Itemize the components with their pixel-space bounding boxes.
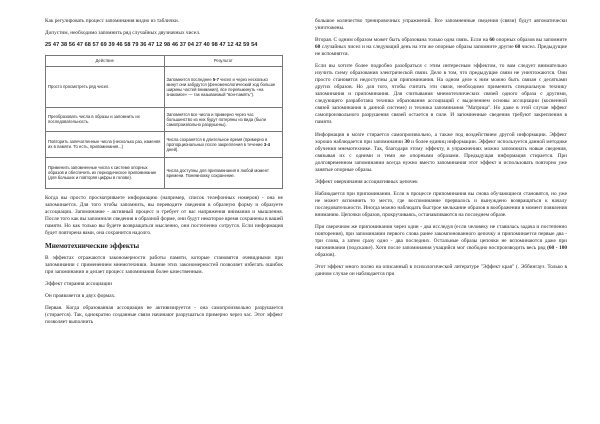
table-row bbox=[46, 131, 283, 157]
number-sequence: 25 47 38 56 47 68 57 69 39 46 58 79 36 47 12 98 46 37 04 27 40 98 47 12 42 59 54 bbox=[45, 42, 258, 49]
table-cell-result: Числа сохранятся в длительное время (примерно в пропорциональных после закрепления в течение 3-4 дней). bbox=[164, 131, 283, 157]
numbers-intro: Допустим, необходимо запомнить ряд случайных двузначных чисел. bbox=[45, 30, 201, 37]
header-action: Действие bbox=[46, 55, 165, 66]
table-header-row bbox=[46, 55, 283, 66]
table-cell-action: Преобразовать числа в образы и запомнить их последовательность. bbox=[46, 107, 165, 131]
header-result: Результат bbox=[164, 55, 283, 66]
body-paragraph: Если вы хотите более подробно разобраться с этим интересным эффектом, то вам следует внимательно изучить схему образования электрической связи. Дело в том, что предыдущие связи не уничтожаются. Они просто становятся недоступны для припоминания. На одном деле к ним можно быть связан с десятками других образов. Но для того, чтобы считать эти связи, необходимо применить специальную технику запоминания и припоминания. Для считывания мнемотехнических связей одного образа с другими, следующего разработана техника образования ассоциаций с выделением основы ассоциации (косвенной связей запоминания в данной системе) и техника запоминания "Матрица". Но даже в этой случае эффект самопроизвольного разрушения связей остается в силе. И запомненные сведения требуют закрепления в памяти. bbox=[315, 63, 567, 126]
table-cell-action: Просто просмотреть ряд чисел. bbox=[46, 66, 165, 107]
table-cell-result: Запомнятся все числа и примерно через час большинство из них будут потеряны из вида (были самопроизвольно разрушены). bbox=[164, 107, 283, 131]
body-paragraph: Этот эффект много полно на описанный в психологической литературе "Эффект края" (. Эббингауз. Только в данном случае он наблюдается при bbox=[315, 264, 567, 278]
right-column bbox=[315, 18, 567, 284]
body-paragraph: Первая. Когда образованная ассоциация не активизируется - она самопроизвольно разрушается (стирается). Так, однократно созданные связи начинают разрушаться примерно через час. Этот эффект позволяет выполнить bbox=[45, 305, 283, 326]
section-heading: Мнемотехнические эффекты bbox=[45, 241, 140, 250]
table-row bbox=[46, 157, 283, 188]
body-paragraph: Наблюдается при припоминании. Если в процессе припоминания вы снова обучающиеся становятся, но уже не может вспомнить то место, где воспоминание прервалось и вынуждено возвращаться к началу последовательности. Иногда можно наблюдать быстрое мелькание образов в воображении в момент появления вниманию. Цепочки образов, прокручиваясь, останавливаются на последнем образе. bbox=[315, 190, 567, 218]
body-paragraph: большое количество тренировочных упражнений. Все запомненные сведения (связи) будут автоматически уничтожены. bbox=[315, 18, 567, 31]
table-row bbox=[46, 66, 283, 107]
table-row bbox=[46, 107, 283, 131]
body-paragraph: Когда вы просто просматриваете информацию (например, список телефонных номеров) - она не запоминается. Для того чтобы запомнить, вы переводите сведения в образную форму и образуете ассоциации. Запоминание - активный процесс и требует от вас напряжения внимания и мышления. После того как вы запомнили сведения в образной форме, они будут некоторое время сохранены в вашей памяти. Но как только вы будете возвращаться мысленно, они постепенно сотрутся. Если информация будет повторена вами, она сохранится надолго. bbox=[45, 194, 283, 236]
intro-paragraph: Как регулировать процесс запоминания видно из таблички. bbox=[45, 18, 180, 24]
body-paragraph: В эффектах отражаются закономерности работы памяти, которые становятся очевидными при запоминании с применением мнемотехники. Знание этих закономерностей позволяет избегать ошибок при запоминании и делает процесс запоминания более качественным. bbox=[45, 254, 283, 275]
table-cell-result: Запомнится последнее 5-7 чисел и через несколько минут они забудутся (феноменологический ход больше ширины частей внимания), все перевыкинуть «на знакомое» — так называемый "вон-память"). bbox=[164, 66, 283, 107]
body-paragraph: Он проявляется в двух формах. bbox=[45, 293, 116, 300]
table-cell-action: Повторить запечатленные числа (несколько раз, изменяя их в памяти. То есть, припоминания...) bbox=[46, 131, 165, 157]
technique-table bbox=[45, 55, 283, 189]
table-cell-result: Числа доступны для припоминания в любой момент времени. Понемножку сохранение. bbox=[164, 157, 283, 188]
table-cell-action: Применить запомненные числа к системе опорных образов и обеспечить их периодическое припоминание (для больших и повторяя цифры в голове). bbox=[46, 157, 165, 188]
subsection-title: Эффект оверчинания ассоциативных цепочек bbox=[315, 178, 418, 185]
body-paragraph: При сверочном же припоминании через один - два исследуя (если человеку не ставилась задача и постепенно повторения), при запоминании первого слова ранее закомпонованного цепочку и припоминается первые два - три слова, а затем сразу одно - два последних. Остальные образы цепочки не вспоминаются даже при напоминании (подсказке). Хотя после запоминания учащийся мог свободно воспроизводить весь ряд (60 - 100 образов). bbox=[315, 224, 567, 259]
subsection-title: Эффект стирания ассоциации bbox=[45, 280, 112, 287]
body-paragraph: Информация в мозге стирается самопроизвольно, а также под воздействием другой информации. Эффект хорошо наблюдается при запоминании 30 и более единиц информации. Эффект используется данной методике обучения мнемотехнике. Так, благодаря этому эффекту, в упражнениях можно запоминать новые сведения, связывая их с одними и теми же опорными образами. Предыдущая информация стирается. При долговременном запоминании всегда нужно вместо запоминания этот эффект и использовать повторно уже занятые опорные образы. bbox=[315, 131, 567, 173]
left-column bbox=[45, 18, 283, 332]
body-paragraph: Вторая. С одним образом может быть образована только одна связь. Если на 60 опорных образов вы запомните 60 случайных чисел и на следующий день на эти же опорные образы запомните другие 60 чисел. Предыдущие не вспомнятся. bbox=[315, 37, 567, 58]
